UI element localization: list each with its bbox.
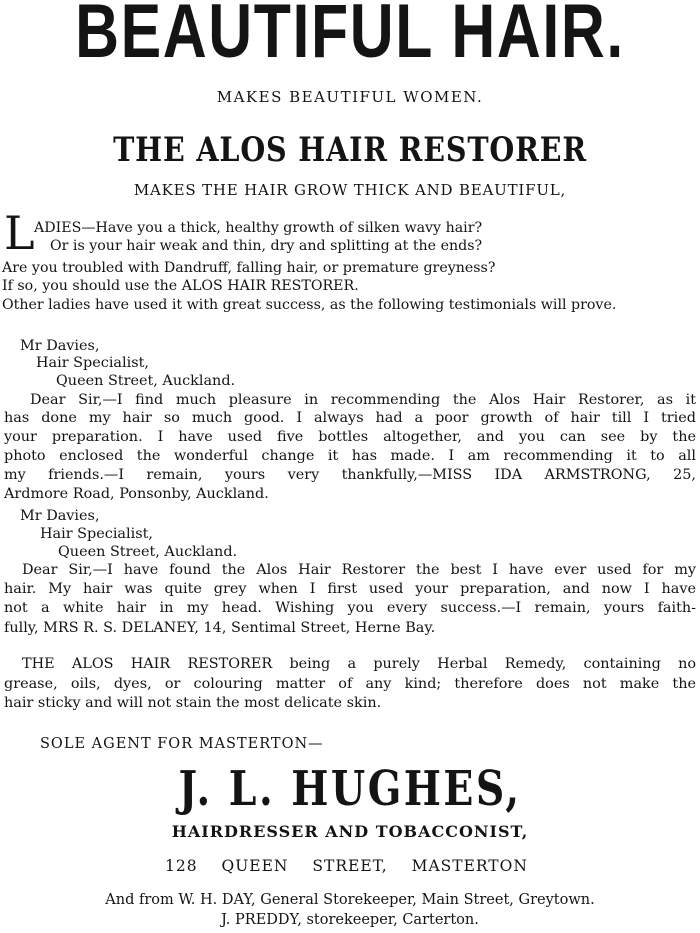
remedy-line: hair sticky and will not stain the most delicate skin. — [4, 695, 382, 711]
sole-agent-label: SOLE AGENT FOR MASTERTON— — [40, 736, 324, 752]
headline: BEAUTIFUL HAIR. — [75, 0, 625, 74]
testimonial-address-line: Mr Davies, — [20, 338, 100, 354]
testimonial-text-line: my friends.—I remain, yours very thankfully,—MISS IDA ARMSTRONG, 25, — [4, 467, 696, 483]
intro-line: Are you troubled with Dandruff, falling hair, or premature greyness? — [2, 260, 496, 276]
intro-line: If so, you should use the ALOS HAIR RESTORER. — [2, 278, 359, 294]
agent-name: J. L. HUGHES, — [178, 761, 522, 817]
testimonial-text-line: photo enclosed the wonderful change it has made. I am recommending it to all — [4, 448, 696, 464]
product-tagline: MAKES THE HAIR GROW THICK AND BEAUTIFUL, — [133, 181, 567, 199]
testimonial-text-line: your preparation. I have used five bottles altogether, and you can see by the — [4, 429, 696, 445]
testimonial-text-line: hair. My hair was quite grey when I first used your preparation, and now I have — [4, 581, 696, 597]
subheadline: MAKES BEAUTIFUL WOMEN. — [216, 88, 484, 106]
also-from-line: J. PREDDY, storekeeper, Carterton. — [221, 912, 479, 928]
drop-cap: L — [4, 206, 35, 260]
testimonial-text-line: Ardmore Road, Ponsonby, Auckland. — [4, 486, 269, 502]
intro-line: Other ladies have used it with great success, as the following testimonials will prove. — [2, 297, 617, 313]
testimonial-text-line: has done my hair so much good. I always had a poor growth of hair till I tried — [4, 410, 696, 426]
testimonial-address-line: Queen Street, Auckland. — [56, 373, 236, 389]
also-from-line: And from W. H. DAY, General Storekeeper, Main Street, Greytown. — [105, 892, 595, 908]
testimonial-text-line: Dear Sir,—I have found the Alos Hair Restorer the best I have ever used for my — [22, 562, 696, 578]
testimonial-address-line: Queen Street, Auckland. — [58, 544, 238, 560]
intro-line: Or is your hair weak and thin, dry and splitting at the ends? — [50, 238, 483, 254]
testimonial-text-line: Dear Sir,—I find much pleasure in recommending the Alos Hair Restorer, as it — [30, 392, 696, 408]
remedy-line: grease, oils, dyes, or colouring matter of any kind; therefore does not make the — [4, 676, 696, 692]
testimonial-address-line: Hair Specialist, — [40, 526, 153, 542]
testimonial-text-line: fully, MRS R. S. DELANEY, 14, Sentimal Street, Herne Bay. — [4, 620, 436, 636]
remedy-line: THE ALOS HAIR RESTORER being a purely Herbal Remedy, containing no — [22, 656, 696, 672]
agent-trade: HAIRDRESSER AND TOBACCONIST, — [171, 822, 529, 841]
agent-address: 128 QUEEN STREET, MASTERTON — [165, 857, 528, 875]
testimonial-address-line: Hair Specialist, — [36, 355, 149, 371]
product-title: THE ALOS HAIR RESTORER — [113, 130, 587, 170]
testimonial-text-line: not a white hair in my head. Wishing you every success.—I remain, yours faith- — [4, 600, 696, 616]
testimonial-address-line: Mr Davies, — [20, 508, 100, 524]
intro-line: ADIES—Have you a thick, healthy growth of silken wavy hair? — [34, 220, 483, 236]
